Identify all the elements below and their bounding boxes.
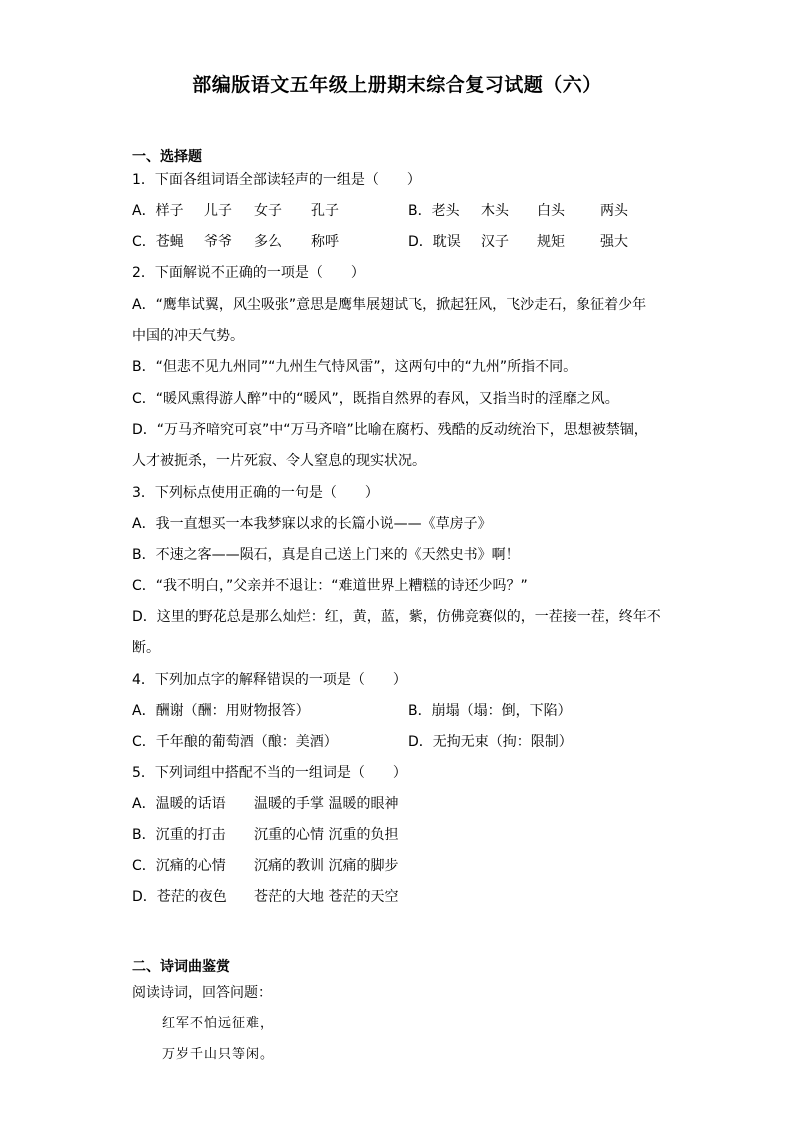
option-d-word-2: 汉子 (481, 234, 509, 250)
page-title: 部编版语文五年级上册期末综合复习试题（六） (192, 74, 602, 96)
option-b-phrase-rest: 沉重的心情 沉重的负担 (254, 827, 399, 843)
option-a-word-2: 儿子 (204, 203, 232, 219)
question-2-option-a: A．“鹰隼试翼，风尘吸张”意思是鹰隼展翅试飞，掀起狂风，飞沙走石，象征着少年 (132, 297, 647, 313)
option-d-word-4: 强大 (600, 234, 628, 250)
option-d-phrase-rest: 苍茫的大地 苍茫的天空 (254, 889, 399, 905)
option-b-word-1: B．老头 (408, 203, 460, 219)
poetry-instruction: 阅读诗词，回答问题： (132, 985, 272, 1001)
question-2-option-b: B．“但悲不见九州同”“九州生气恃风雷”，这两句中的“九州”所指不同。 (132, 359, 578, 375)
option-c-word-1: C．苍蝇 (132, 234, 184, 250)
question-2-option-c: C．“暖风熏得游人醉”中的“暖风”，既指自然界的春风，又指当时的淫靡之风。 (132, 391, 619, 407)
option-b-word-3: 白头 (537, 203, 565, 219)
question-3-option-a: A．我一直想买一本我梦寐以求的长篇小说——《草房子》 (132, 516, 492, 532)
question-4-option-d: D．无拘无束（拘：限制） (408, 734, 573, 750)
question-3-option-b: B．不速之客——陨石，真是自己送上门来的《天然史书》啊！ (132, 547, 520, 563)
question-2-option-a-cont: 中国的冲天气势。 (132, 328, 244, 344)
question-3-option-c: C．“我不明白，”父亲并不退让：“难道世界上糟糕的诗还少吗？” (132, 578, 528, 594)
question-4-option-b: B．崩塌（塌：倒，下陷） (408, 703, 572, 719)
option-b-phrase-1: B．沉重的打击 (132, 827, 226, 843)
option-d-word-3: 规矩 (537, 234, 565, 250)
question-2-option-d: D．“万马齐喑究可哀”中“万马齐喑”比喻在腐朽、残酷的反动统治下，思想被禁锢， (132, 422, 648, 438)
option-b-word-4: 两头 (600, 203, 628, 219)
option-c-word-4: 称呼 (311, 234, 339, 250)
option-a-word-1: A．样子 (132, 203, 184, 219)
option-b-word-2: 木头 (481, 203, 509, 219)
question-1-stem: 1．下面各组词语全部读轻声的一组是（ ） (132, 172, 421, 188)
question-4-option-c: C．千年酿的葡萄酒（酿：美酒） (132, 734, 338, 750)
option-a-phrase-rest: 温暖的手掌 温暖的眼神 (254, 796, 399, 812)
question-4-option-a: A．酬谢（酬：用财物报答） (132, 703, 310, 719)
option-a-word-4: 孔子 (311, 203, 339, 219)
section-heading-poetry: 二、诗词曲鉴赏 (132, 959, 230, 975)
option-c-phrase-1: C．沉痛的心情 (132, 858, 226, 874)
section-heading-choice: 一、选择题 (132, 149, 202, 165)
question-4-stem: 4．下列加点字的解释错误的一项是（ ） (132, 672, 407, 688)
question-3-stem: 3．下列标点使用正确的一句是（ ） (132, 485, 379, 501)
option-c-phrase-rest: 沉痛的教训 沉痛的脚步 (254, 858, 399, 874)
question-2-option-d-cont: 人才被扼杀，一片死寂、令人窒息的现实状况。 (132, 453, 426, 469)
option-c-word-3: 多么 (254, 234, 282, 250)
option-c-word-2: 爷爷 (204, 234, 232, 250)
question-2-stem: 2．下面解说不正确的一项是（ ） (132, 265, 365, 281)
option-d-word-1: D．耽误 (408, 234, 461, 250)
option-a-phrase-1: A．温暖的话语 (132, 796, 226, 812)
poem-line-1: 红军不怕远征难， (162, 1016, 275, 1031)
option-d-phrase-1: D．苍茫的夜色 (132, 889, 227, 905)
poem-line-2: 万岁千山只等闲。 (162, 1047, 275, 1062)
option-a-word-3: 女子 (254, 203, 282, 219)
question-5-stem: 5．下列词组中搭配不当的一组词是（ ） (132, 765, 407, 781)
question-3-option-d-cont: 断。 (132, 640, 160, 656)
question-3-option-d: D．这里的野花总是那么灿烂：红，黄，蓝，紫，仿佛竞赛似的，一茬接一茬，终年不 (132, 609, 661, 625)
